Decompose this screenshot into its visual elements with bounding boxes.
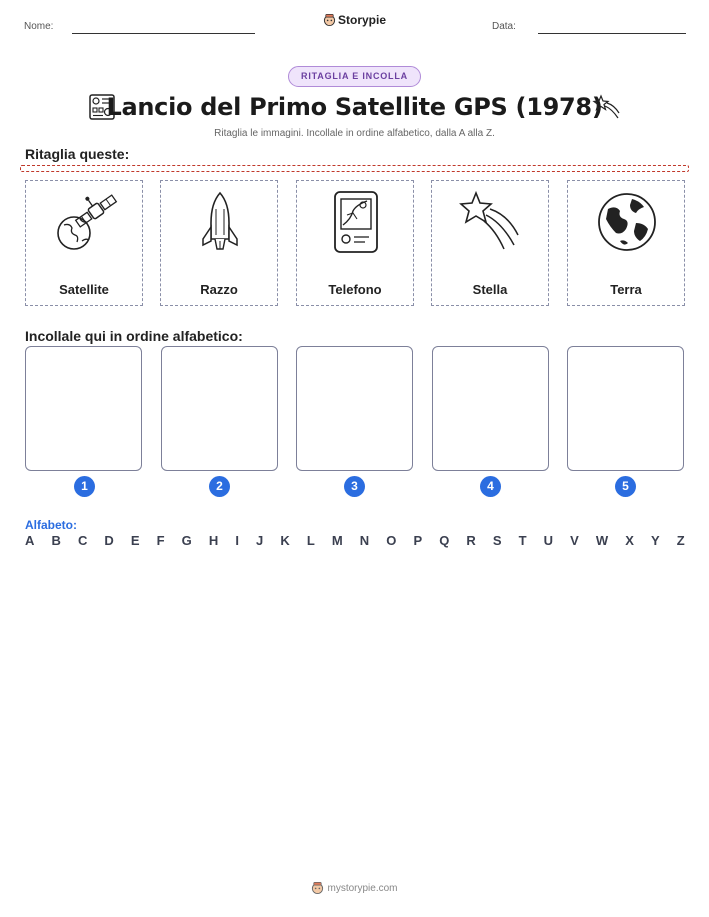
- number-badge-4: 4: [480, 476, 501, 497]
- alphabet-letter: X: [625, 533, 634, 548]
- alphabet-letter: B: [51, 533, 61, 548]
- card-word: Stella: [472, 282, 508, 297]
- cut-card-earth[interactable]: [567, 180, 685, 306]
- rocket-icon: [187, 189, 253, 255]
- alphabet-letter: E: [130, 533, 140, 548]
- storypie-footer-logo-icon: [311, 881, 324, 894]
- alphabet-letter: K: [280, 533, 290, 548]
- alphabet-letter: H: [208, 533, 219, 548]
- cut-card-rocket[interactable]: [160, 180, 278, 306]
- shooting-star-icon: [458, 189, 524, 255]
- name-label: Nome:: [24, 21, 54, 32]
- number-badge-5: 5: [615, 476, 636, 497]
- alphabet-letter: Z: [676, 533, 685, 548]
- paste-box-4[interactable]: [432, 346, 549, 471]
- satellite-earth-icon: [52, 189, 118, 255]
- alphabet-letter: O: [386, 533, 397, 548]
- card-word: Satellite: [59, 282, 109, 297]
- alphabet-letter: M: [331, 533, 343, 548]
- alphabet-letter: I: [235, 533, 239, 548]
- alphabet-letter: U: [543, 533, 554, 548]
- alphabet-letter: J: [256, 533, 264, 548]
- paste-box-3[interactable]: [296, 346, 413, 471]
- alphabet-letter: Y: [650, 533, 660, 548]
- page-title: Lancio del Primo Satellite GPS (1978): [106, 93, 603, 121]
- activity-badge: RITAGLIA E INCOLLA: [288, 66, 421, 87]
- cut-section-label: Ritaglia queste:: [25, 146, 130, 162]
- cut-card-star[interactable]: [431, 180, 549, 306]
- alphabet-letter: R: [466, 533, 476, 548]
- alphabet-letter: F: [156, 533, 165, 548]
- footer-url[interactable]: mystorypie.com: [327, 883, 398, 894]
- date-line[interactable]: [538, 33, 686, 34]
- alphabet-letter: P: [413, 533, 423, 548]
- instructions: Ritaglia le immagini. Incollale in ordine alfabetico, dalla A alla Z.: [214, 128, 495, 139]
- number-badge-3: 3: [344, 476, 365, 497]
- paste-section-label: Incollale qui in ordine alfabetico:: [25, 328, 243, 344]
- alphabet-label: Alfabeto:: [25, 518, 77, 532]
- alphabet-letter: Q: [439, 533, 450, 548]
- cut-card-phone[interactable]: [296, 180, 414, 306]
- storypie-logo-icon: [323, 13, 336, 26]
- footer: [0, 881, 709, 894]
- alphabet-letter: D: [104, 533, 114, 548]
- alphabet-letter: S: [492, 533, 502, 548]
- paste-box-2[interactable]: [161, 346, 278, 471]
- alphabet-letter: L: [306, 533, 315, 548]
- paste-box-1[interactable]: [25, 346, 142, 471]
- alphabet-letter: A: [25, 533, 35, 548]
- card-word: Telefono: [328, 282, 382, 297]
- brand-logo: [0, 13, 709, 27]
- shooting-star-title-icon: [592, 93, 620, 121]
- alphabet-letter: G: [181, 533, 192, 548]
- card-word: Razzo: [200, 282, 238, 297]
- date-label: Data:: [492, 21, 516, 32]
- name-line[interactable]: [72, 33, 255, 34]
- earth-globe-icon: [594, 189, 660, 255]
- number-badge-2: 2: [209, 476, 230, 497]
- phone-map-icon: [323, 189, 389, 255]
- alphabet-letter: C: [77, 533, 88, 548]
- alphabet-row: [25, 533, 685, 551]
- card-word: Terra: [610, 282, 642, 297]
- brand-name: Storypie: [337, 13, 386, 27]
- alphabet-letter: W: [595, 533, 609, 548]
- paste-box-5[interactable]: [567, 346, 684, 471]
- alphabet-letter: T: [518, 533, 527, 548]
- alphabet-letter: N: [359, 533, 370, 548]
- cut-line: [20, 165, 689, 172]
- cut-card-satellite[interactable]: [25, 180, 143, 306]
- number-badge-1: 1: [74, 476, 95, 497]
- alphabet-letter: V: [570, 533, 579, 548]
